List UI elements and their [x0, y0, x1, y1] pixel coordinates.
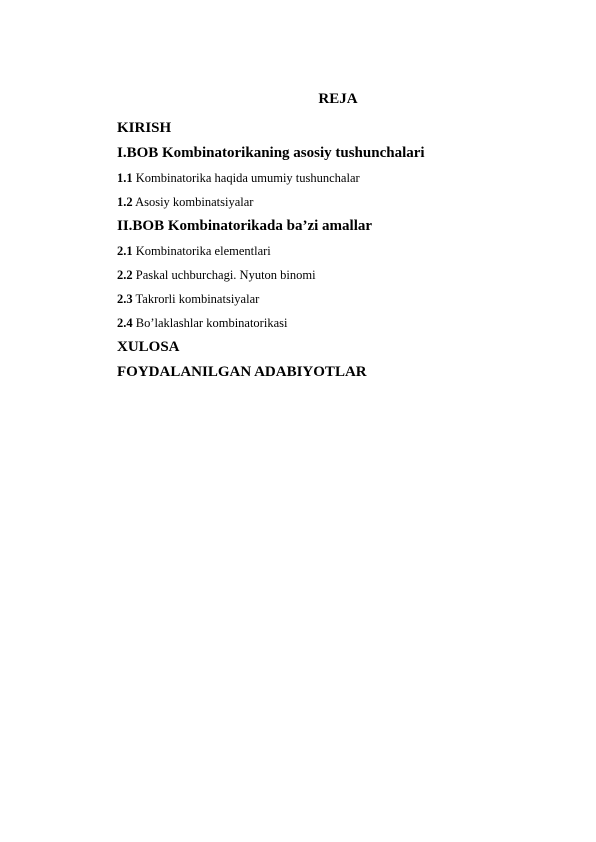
toc-item-number: 2.4: [117, 316, 133, 330]
table-of-contents: [117, 116, 537, 385]
toc-item-number: 2.2: [117, 268, 133, 282]
toc-item-text: Kombinatorika elementlari: [135, 244, 271, 258]
toc-heading-text: XULOSA: [117, 339, 180, 355]
toc-heading-text: II.BOB Kombinatorikada ba’zi amallar: [117, 218, 373, 234]
toc-heading-text: KIRISH: [117, 120, 172, 136]
toc-item-1-1: [117, 166, 537, 190]
toc-item-number: 2.1: [117, 244, 133, 258]
toc-item-text: Asosiy kombinatsiyalar: [135, 195, 254, 209]
toc-item-number: 2.3: [117, 292, 133, 306]
toc-heading-chapter-2: [117, 214, 537, 239]
toc-heading-xulosa: [117, 335, 537, 360]
toc-heading-text: I.BOB Kombinatorikaning asosiy tushunchalari: [117, 145, 425, 161]
toc-item-number: 1.2: [117, 195, 133, 209]
page-title: REJA: [318, 91, 358, 107]
toc-item-text: Paskal uchburchagi. Nyuton binomi: [135, 268, 316, 282]
toc-item-2-4: [117, 311, 537, 335]
toc-item-text: Kombinatorika haqida umumiy tushunchalar: [135, 171, 360, 185]
toc-item-2-1: [117, 239, 537, 263]
toc-item-2-3: [117, 287, 537, 311]
toc-heading-chapter-1: [117, 141, 537, 166]
toc-item-text: Bo’laklashlar kombinatorikasi: [135, 316, 288, 330]
toc-item-1-2: [117, 190, 537, 214]
toc-heading-text: FOYDALANILGAN ADABIYOTLAR: [117, 364, 367, 380]
toc-item-2-2: [117, 263, 537, 287]
toc-heading-references: [117, 360, 537, 385]
toc-item-text: Takrorli kombinatsiyalar: [135, 292, 260, 306]
toc-heading-kirish: [117, 116, 537, 141]
toc-item-number: 1.1: [117, 171, 133, 185]
